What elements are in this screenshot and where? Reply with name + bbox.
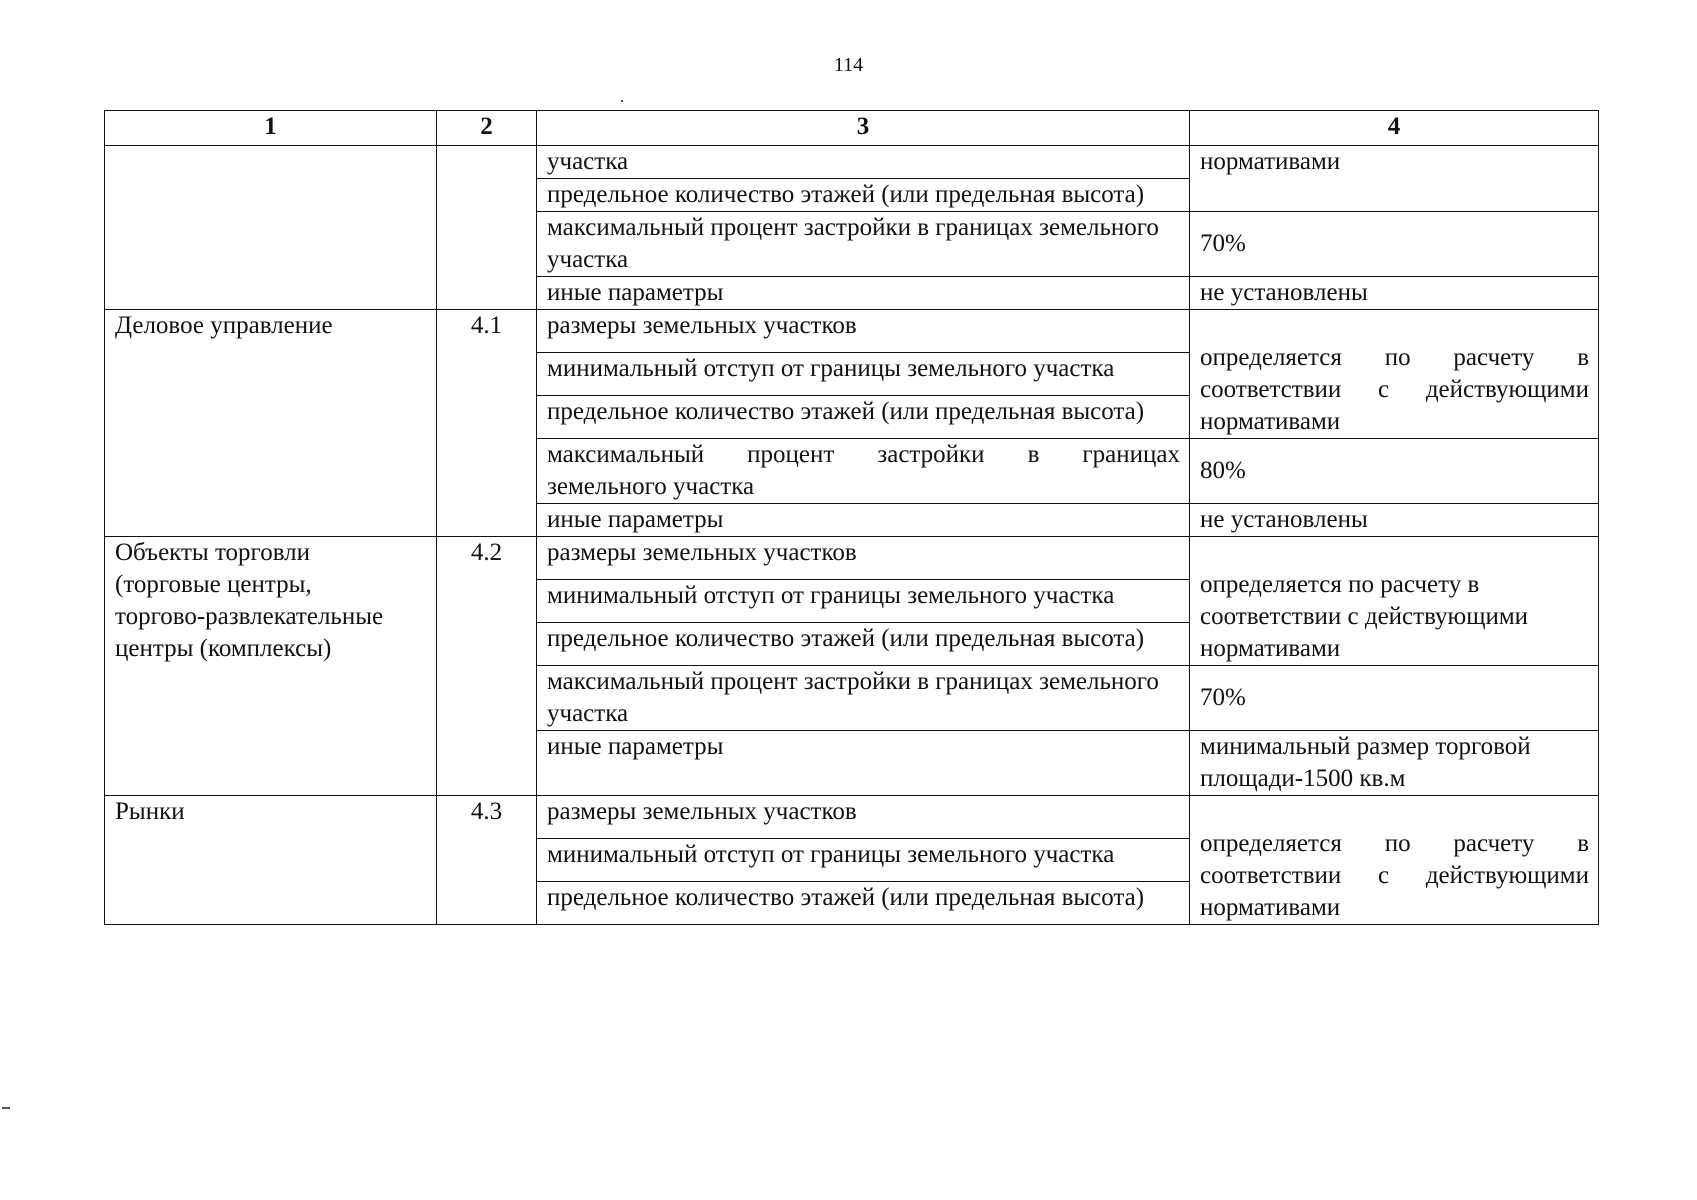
param-cell: размеры земельных участков bbox=[537, 310, 1190, 353]
param-cell: иные параметры bbox=[537, 731, 1190, 796]
value-line: нормативами bbox=[1200, 635, 1341, 662]
col-header-2: 2 bbox=[437, 111, 537, 146]
value-line: соответствии с действующими bbox=[1200, 376, 1589, 403]
param-line: максимальный процент застройки в границах bbox=[547, 441, 1180, 468]
use-name-cell: Деловое управление bbox=[105, 310, 437, 537]
param-cell: иные параметры bbox=[537, 504, 1190, 537]
other-value-cell: не установлены bbox=[1190, 504, 1599, 537]
value-line: соответствии с действующими bbox=[1200, 603, 1529, 630]
coverage-value-cell: 70% bbox=[1190, 212, 1599, 277]
table-row bbox=[105, 146, 1599, 179]
scan-speck bbox=[2, 1107, 10, 1109]
table-row bbox=[105, 796, 1599, 839]
param-cell: иные параметры bbox=[537, 277, 1190, 310]
use-name-line: Объекты торговли bbox=[115, 539, 311, 566]
table-row bbox=[105, 537, 1599, 580]
header-row bbox=[105, 111, 1599, 146]
merged-value-cell bbox=[1190, 537, 1599, 666]
param-cell: размеры земельных участков bbox=[537, 796, 1190, 839]
param-line: земельного участка bbox=[547, 473, 755, 500]
merged-value-cell bbox=[1190, 796, 1599, 925]
value-line: нормативами bbox=[1200, 408, 1341, 435]
col-header-4: 4 bbox=[1190, 111, 1599, 146]
page-number: 114 bbox=[833, 54, 864, 76]
value-line: определяется по расчету в bbox=[1200, 344, 1589, 371]
use-name-cell: Рынки bbox=[105, 796, 437, 925]
value-line: соответствии с действующими bbox=[1200, 862, 1589, 889]
use-code-cell: 4.1 bbox=[437, 310, 537, 537]
value-line: нормативами bbox=[1200, 894, 1341, 921]
value-line: определяется по расчету в bbox=[1200, 571, 1480, 598]
table-row bbox=[105, 310, 1599, 353]
param-cell: участка bbox=[537, 146, 1190, 179]
param-cell: размеры земельных участков bbox=[537, 537, 1190, 580]
use-name-line: (торговые центры, bbox=[115, 571, 312, 598]
param-cell: минимальный отступ от границы земельного участка bbox=[537, 839, 1190, 882]
other-value-cell: минимальный размер торговой площади-1500 кв.м bbox=[1190, 731, 1599, 796]
value-line: определяется по расчету в bbox=[1200, 830, 1589, 857]
use-code-cell: 4.3 bbox=[437, 796, 537, 925]
value-cell: нормативами bbox=[1190, 146, 1599, 212]
param-cell: минимальный отступ от границы земельного участка bbox=[537, 580, 1190, 623]
param-cell: минимальный отступ от границы земельного участка bbox=[537, 353, 1190, 396]
col-header-1: 1 bbox=[105, 111, 437, 146]
other-value-cell: не установлены bbox=[1190, 277, 1599, 310]
coverage-value-cell: 70% bbox=[1190, 666, 1599, 731]
use-name-cell bbox=[105, 146, 437, 310]
param-cell: максимальный процент застройки в границах земельного участка bbox=[537, 212, 1190, 277]
use-name-cell bbox=[105, 537, 437, 796]
parameters-table bbox=[104, 110, 1599, 925]
coverage-value-cell: 80% bbox=[1190, 439, 1599, 504]
param-cell: предельное количество этажей (или предельная высота) bbox=[537, 882, 1190, 925]
merged-value-cell bbox=[1190, 310, 1599, 439]
param-cell bbox=[537, 439, 1190, 504]
use-name-line: торгово-развлекательные bbox=[115, 603, 384, 630]
param-cell: максимальный процент застройки в границах земельного участка bbox=[537, 666, 1190, 731]
param-cell: предельное количество этажей (или предельная высота) bbox=[537, 623, 1190, 666]
param-cell: предельное количество этажей (или предельная высота) bbox=[537, 179, 1190, 212]
use-code-cell: 4.2 bbox=[437, 537, 537, 796]
use-name-line: центры (комплексы) bbox=[115, 635, 332, 662]
scan-speck bbox=[621, 100, 623, 102]
param-cell: предельное количество этажей (или предельная высота) bbox=[537, 396, 1190, 439]
use-code-cell bbox=[437, 146, 537, 310]
col-header-3: 3 bbox=[537, 111, 1190, 146]
